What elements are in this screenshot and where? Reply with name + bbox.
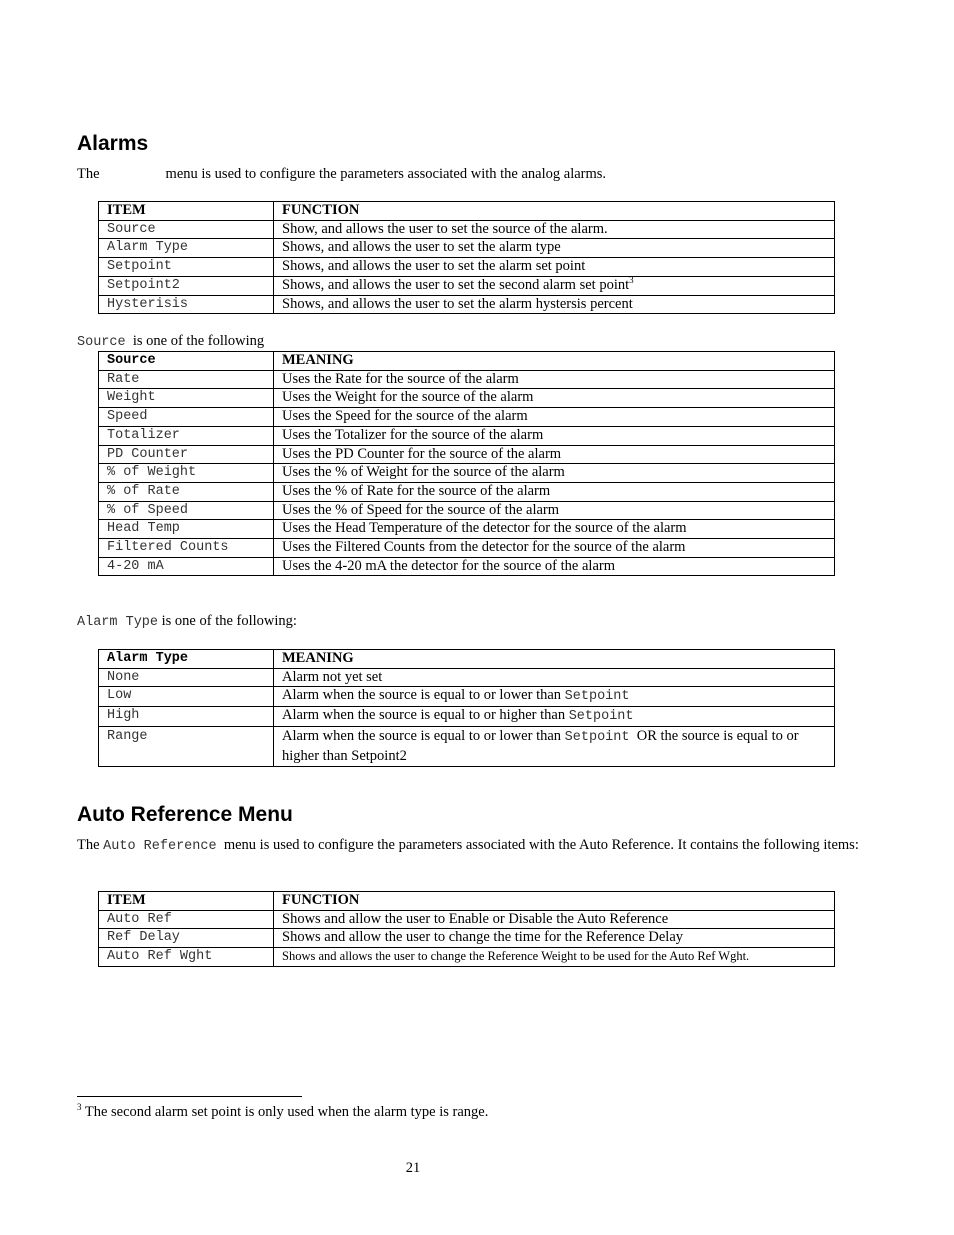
table-header-row xyxy=(99,202,835,221)
auto-reference-intro-prefix: The xyxy=(77,837,100,853)
meaning-cell: Uses the 4-20 mA the detector for the source of the alarm xyxy=(274,557,835,576)
item-cell: PD Counter xyxy=(99,445,274,464)
item-cell: Source xyxy=(99,220,274,239)
auto-reference-intro-code: Auto Reference xyxy=(103,839,217,854)
item-cell: Range xyxy=(99,726,274,766)
alarms-intro-prefix: The xyxy=(77,166,100,182)
function-cell: Shows and allow the user to Enable or Disable the Auto Reference xyxy=(274,910,835,929)
table-header-row xyxy=(99,352,835,371)
header-cell-function: FUNCTION xyxy=(274,892,835,911)
meaning-cell: Uses the % of Speed for the source of the alarm xyxy=(274,501,835,520)
header-cell-meaning: MEANING xyxy=(274,352,835,371)
item-cell: Filtered Counts xyxy=(99,539,274,558)
item-cell: Head Temp xyxy=(99,520,274,539)
meaning-cell: Uses the % of Weight for the source of the alarm xyxy=(274,464,835,483)
item-cell: Setpoint2 xyxy=(99,276,274,295)
meaning-cell xyxy=(274,687,835,707)
table-row xyxy=(99,501,835,520)
header-cell-function: FUNCTION xyxy=(274,202,835,221)
auto-reference-heading: Auto Reference Menu xyxy=(77,803,293,826)
item-cell: Totalizer xyxy=(99,426,274,445)
source-intro xyxy=(77,332,264,352)
footnote-number: 3 xyxy=(77,1102,82,1113)
item-cell: % of Weight xyxy=(99,464,274,483)
table-row xyxy=(99,539,835,558)
source-intro-code: Source xyxy=(77,335,126,350)
function-cell: Shows, and allows the user to set the alarm set point xyxy=(274,258,835,277)
function-cell xyxy=(274,276,835,295)
item-cell: Auto Ref Wght xyxy=(99,948,274,967)
item-cell: None xyxy=(99,668,274,687)
function-cell: Shows, and allows the user to set the alarm hystersis percent xyxy=(274,295,835,314)
table-row xyxy=(99,707,835,727)
footnote-ref: 3 xyxy=(629,276,634,285)
function-cell: Shows and allow the user to change the time for the Reference Delay xyxy=(274,929,835,948)
item-cell: Setpoint xyxy=(99,258,274,277)
table-row xyxy=(99,948,835,967)
alarms-intro-suffix: menu is used to configure the parameters associated with the analog alarms. xyxy=(165,166,607,182)
item-cell: % of Rate xyxy=(99,482,274,501)
item-cell: % of Speed xyxy=(99,501,274,520)
header-cell-item: ITEM xyxy=(99,202,274,221)
alarm-type-intro xyxy=(77,612,297,632)
table-row xyxy=(99,910,835,929)
alarms-table xyxy=(98,201,835,314)
alarm-type-table xyxy=(98,649,835,767)
table-row xyxy=(99,726,835,766)
function-text: Shows, and allows the user to set the second alarm set point xyxy=(282,276,630,293)
table-header-row xyxy=(99,650,835,669)
meaning-cell: Alarm not yet set xyxy=(274,668,835,687)
item-cell: Auto Ref xyxy=(99,910,274,929)
meaning-cell: Uses the PD Counter for the source of the alarm xyxy=(274,445,835,464)
table-row xyxy=(99,220,835,239)
table-row xyxy=(99,557,835,576)
table-row xyxy=(99,258,835,277)
table-row xyxy=(99,239,835,258)
meaning-cell: Uses the Filtered Counts from the detector for the source of the alarm xyxy=(274,539,835,558)
source-intro-text: is one of the following xyxy=(132,333,265,349)
function-cell: Shows, and allows the user to set the alarm type xyxy=(274,239,835,258)
meaning-code: Setpoint xyxy=(568,709,634,725)
table-row xyxy=(99,929,835,948)
table-row xyxy=(99,295,835,314)
item-cell: 4-20 mA xyxy=(99,557,274,576)
meaning-cell xyxy=(274,707,835,727)
source-table xyxy=(98,351,835,576)
header-cell-meaning: MEANING xyxy=(274,650,835,669)
header-cell-source: Source xyxy=(99,352,274,371)
meaning-cell: Uses the Totalizer for the source of the alarm xyxy=(274,426,835,445)
table-row xyxy=(99,687,835,707)
meaning-code: Setpoint xyxy=(564,689,630,705)
item-cell: Low xyxy=(99,687,274,707)
meaning-text: Alarm when the source is equal to or lower than xyxy=(282,687,562,704)
item-cell: Ref Delay xyxy=(99,929,274,948)
table-row xyxy=(99,276,835,295)
table-row xyxy=(99,370,835,389)
function-cell: Shows and allows the user to change the Reference Weight to be used for the Auto Ref Wght. xyxy=(274,948,835,967)
table-row xyxy=(99,482,835,501)
meaning-cell: Uses the % of Rate for the source of the alarm xyxy=(274,482,835,501)
meaning-cell: Uses the Rate for the source of the alarm xyxy=(274,370,835,389)
item-cell: Hysterisis xyxy=(99,295,274,314)
table-row xyxy=(99,520,835,539)
alarms-intro xyxy=(77,165,606,184)
footnote xyxy=(77,1104,488,1121)
auto-reference-table xyxy=(98,891,835,967)
item-cell: Speed xyxy=(99,408,274,427)
table-row xyxy=(99,408,835,427)
meaning-cell: Uses the Head Temperature of the detector for the source of the alarm xyxy=(274,520,835,539)
item-cell: Weight xyxy=(99,389,274,408)
header-cell-alarm-type: Alarm Type xyxy=(99,650,274,669)
table-row xyxy=(99,445,835,464)
table-row xyxy=(99,668,835,687)
item-cell: Alarm Type xyxy=(99,239,274,258)
table-header-row xyxy=(99,892,835,911)
table-row xyxy=(99,426,835,445)
alarm-type-intro-text: is one of the following: xyxy=(161,613,297,629)
page-number: 21 xyxy=(405,1160,421,1176)
alarms-heading: Alarms xyxy=(77,132,149,155)
meaning-code: Setpoint xyxy=(564,729,630,745)
item-cell: Rate xyxy=(99,370,274,389)
meaning-cell: Uses the Speed for the source of the alarm xyxy=(274,408,835,427)
alarm-type-intro-code: Alarm Type xyxy=(77,615,159,630)
meaning-text: Alarm when the source is equal to or lower than xyxy=(282,727,562,744)
meaning-text: Alarm when the source is equal to or higher than xyxy=(282,707,566,724)
auto-reference-intro-suffix: menu is used to configure the parameters associated with the Auto Reference. It contains the following items: xyxy=(223,837,859,853)
function-cell: Show, and allows the user to set the source of the alarm. xyxy=(274,220,835,239)
meaning-cell xyxy=(274,726,835,766)
table-row xyxy=(99,464,835,483)
footnote-text: The second alarm set point is only used when the alarm type is range. xyxy=(84,1104,489,1120)
meaning-text-continued: OR the source is equal to or higher than Setpoint2 xyxy=(282,727,799,764)
footnote-separator xyxy=(77,1096,302,1097)
auto-reference-intro xyxy=(77,836,889,856)
meaning-cell: Uses the Weight for the source of the alarm xyxy=(274,389,835,408)
item-cell: High xyxy=(99,707,274,727)
table-row xyxy=(99,389,835,408)
header-cell-item: ITEM xyxy=(99,892,274,911)
